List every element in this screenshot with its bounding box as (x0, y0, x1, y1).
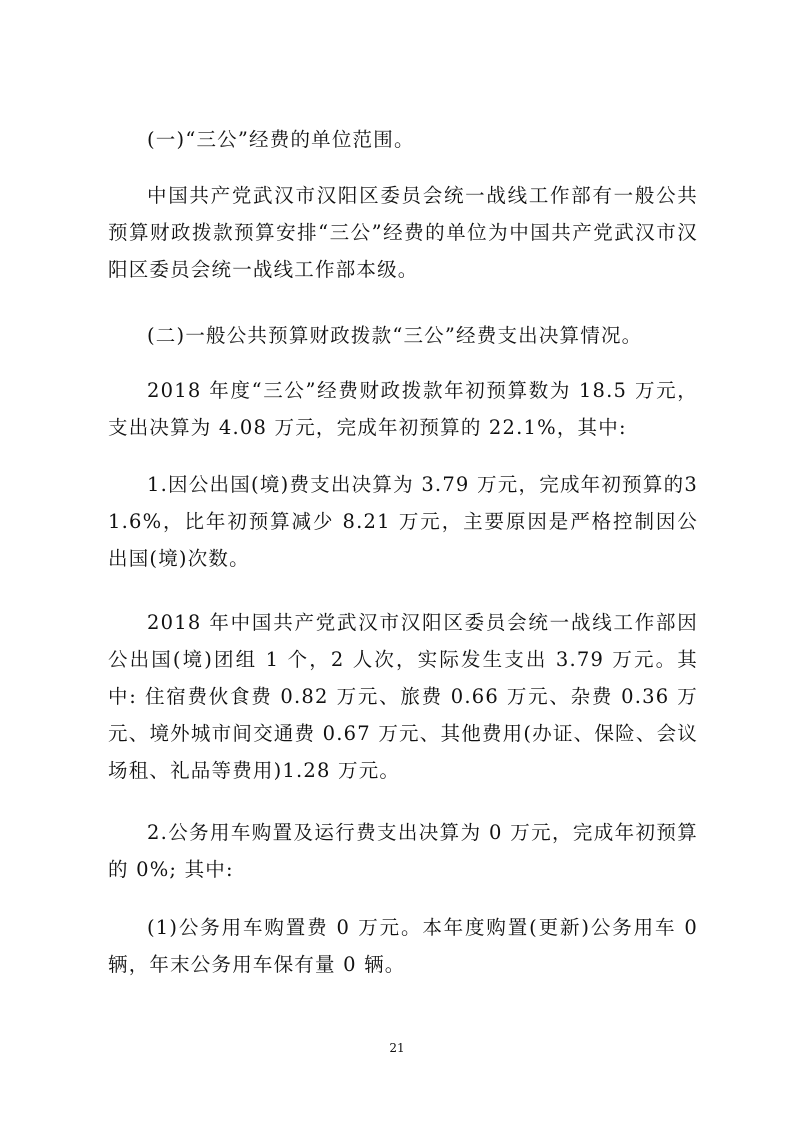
section-heading-scope: (一)“三公”经费的单位范围。 (147, 128, 415, 151)
paragraph-vehicle-purchase: (1)公务用车购置费 0 万元。本年度购置(更新)公务用车 0 辆，年末公务用车保有量 0 辆。 (108, 916, 698, 976)
paragraph-overseas-details: 2018 年中国共产党武汉市汉阳区委员会统一战线工作部因公出国(境)团组 1 个，2 人次，实际发生支出 3.79 万元。其中: 住宿费伙食费 0.82 万元、旅费 0.66 万元、杂费 0.36 万元、境外城市间交通费 0.67 万元、其他费用(办证、保险、会议场租、礼品等费用)1.28 万元。 (108, 611, 698, 782)
section-heading-expenditure: (二)一般公共预算财政拨款“三公”经费支出决算情况。 (147, 324, 643, 347)
page-number: 21 (389, 1041, 405, 1055)
paragraph-budget-summary: 2018 年度“三公”经费财政拨款年初预算数为 18.5 万元，支出决算为 4.08 万元，完成年初预算的 22.1%，其中: (108, 379, 698, 439)
paragraph-overseas-expense: 1.因公出国(境)费支出决算为 3.79 万元，完成年初预算的31.6%，比年初预算减少 8.21 万元，主要原因是严格控制因公出国(境)次数。 (108, 473, 698, 570)
paragraph-vehicle-expense: 2.公务用车购置及运行费支出决算为 0 万元，完成年初预算的 0%; 其中: (108, 821, 698, 881)
paragraph-scope-description: 中国共产党武汉市汉阳区委员会统一战线工作部有一般公共预算财政拨款预算安排“三公”经费的单位为中国共产党武汉市汉阳区委员会统一战线工作部本级。 (108, 184, 698, 281)
